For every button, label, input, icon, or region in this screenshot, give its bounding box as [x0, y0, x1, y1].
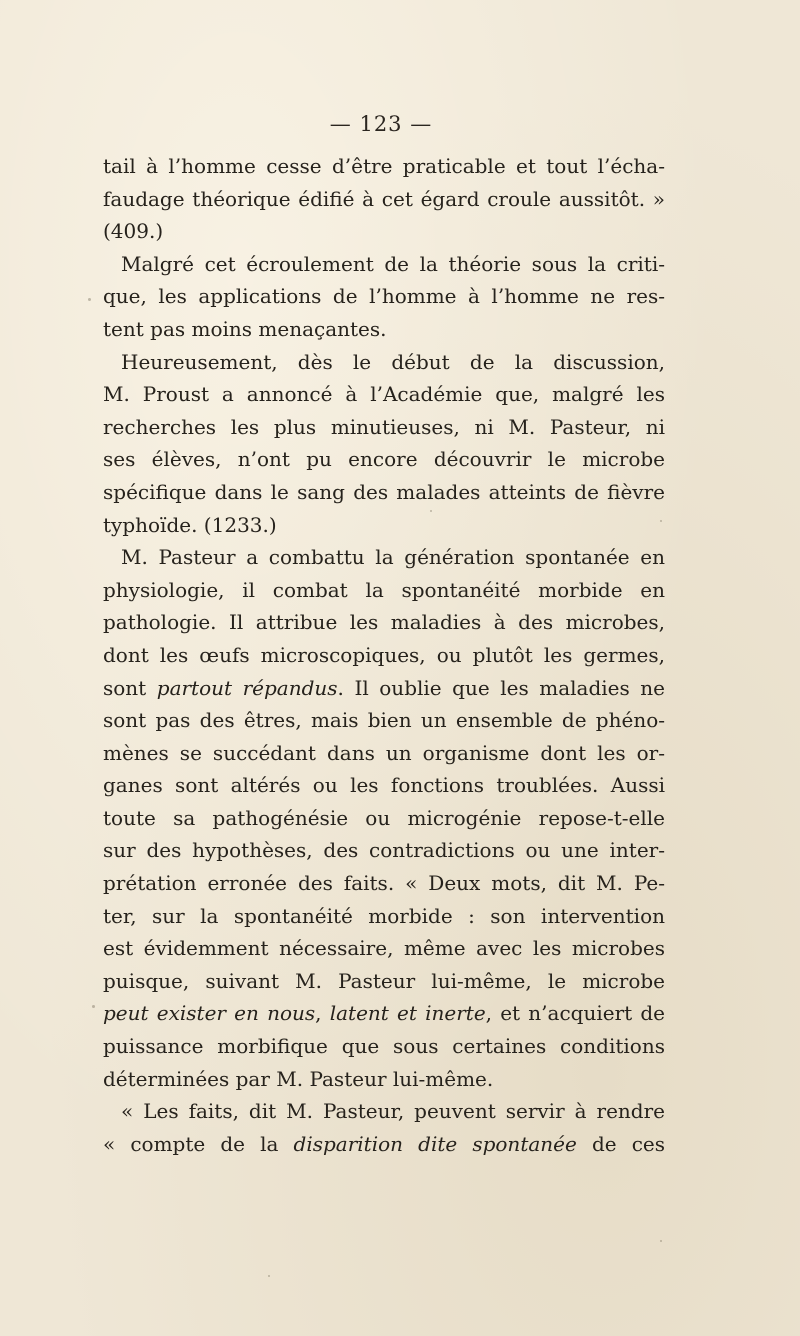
text-line	[103, 150, 665, 183]
text-line	[103, 313, 665, 346]
text-line	[103, 378, 665, 411]
text-line	[103, 606, 665, 639]
text-line	[103, 1095, 665, 1128]
text-segment: Malgré cet écroulement de la théorie sous la criti-	[121, 251, 665, 276]
text-segment: recherches les plus minutieuses, ni M. Pasteur, ni	[103, 414, 665, 439]
text-segment: mènes se succédant dans un organisme dont les or-	[103, 740, 665, 765]
text-segment: « compte de la	[103, 1131, 294, 1156]
text-segment: prétation erronée des faits. « Deux mots, dit M. Pe-	[103, 871, 665, 896]
text-line	[103, 997, 665, 1030]
paper-speck	[88, 298, 91, 301]
text-line	[103, 900, 665, 933]
text-segment: sont	[103, 675, 157, 700]
text-line	[103, 183, 665, 216]
text-segment: (409.)	[103, 219, 164, 244]
text-line	[103, 476, 665, 509]
text-line	[103, 509, 665, 542]
text-line	[103, 672, 665, 705]
text-segment: , et n’acquiert de	[485, 1001, 666, 1026]
text-line	[103, 704, 665, 737]
text-line	[103, 965, 665, 998]
text-line	[103, 1030, 665, 1063]
text-line	[103, 346, 665, 379]
text-line	[103, 932, 665, 965]
text-segment: physiologie, il combat la spontanéité morbide en	[103, 577, 665, 602]
text-segment: tent pas moins menaçantes.	[103, 316, 387, 341]
paper-speck	[660, 520, 662, 522]
paper-speck	[92, 1005, 95, 1008]
text-line	[103, 1063, 665, 1096]
text-line	[103, 248, 665, 281]
text-segment: puisque, suivant M. Pasteur lui-même, le microbe	[103, 968, 665, 993]
italic-phrase: disparition dite spontanée	[293, 1131, 577, 1156]
text-segment: sont pas des êtres, mais bien un ensemble de phéno-	[103, 708, 665, 733]
text-segment: toute sa pathogénésie ou microgénie repose-t-elle	[103, 805, 665, 830]
text-line	[103, 867, 665, 900]
text-line	[103, 443, 665, 476]
text-segment: M. Proust a annoncé à l’Académie que, malgré les	[103, 382, 665, 407]
italic-phrase: peut exister en nous	[103, 1001, 316, 1026]
text-line	[103, 802, 665, 835]
text-line	[103, 1128, 665, 1161]
text-segment: que, les applications de l’homme à l’homme ne res-	[103, 284, 665, 309]
text-line	[103, 737, 665, 770]
paper-speck	[430, 510, 432, 512]
text-line	[103, 639, 665, 672]
text-segment: Heureusement, dès le début de la discussion,	[121, 349, 665, 374]
text-line	[103, 541, 665, 574]
text-segment: est évidemment nécessaire, même avec les microbes	[103, 936, 665, 961]
text-segment: sur des hypothèses, des contradictions ou une inter-	[103, 838, 665, 863]
text-segment: ter, sur la spontanéité morbide : son intervention	[103, 903, 665, 928]
text-segment: tail à l’homme cesse d’être praticable et tout l’écha-	[103, 154, 665, 178]
body-text	[103, 150, 665, 1160]
paper-speck	[268, 1275, 270, 1277]
text-line	[103, 411, 665, 444]
text-line	[103, 769, 665, 802]
text-segment: M. Pasteur a combattu la génération spontanée en	[121, 545, 665, 570]
text-line	[103, 280, 665, 313]
text-segment: typhoïde. (1233.)	[103, 512, 277, 537]
text-segment: . Il oublie que les maladies ne	[337, 675, 665, 700]
text-segment: déterminées par M. Pasteur lui-même.	[103, 1066, 494, 1091]
text-segment: « Les faits, dit M. Pasteur, peuvent servir à rendre	[121, 1099, 665, 1124]
text-line	[103, 574, 665, 607]
text-segment: ganes sont altérés ou les fonctions troublées. Aussi	[103, 773, 665, 798]
text-segment: pathologie. Il attribue les maladies à des microbes,	[103, 610, 665, 635]
text-line	[103, 834, 665, 867]
italic-phrase: partout répandus	[156, 675, 338, 700]
page-number: — 123 —	[329, 112, 433, 136]
paper-speck	[660, 1240, 662, 1242]
text-segment: de ces	[576, 1131, 666, 1156]
text-line	[103, 215, 665, 248]
text-segment: dont les œufs microscopiques, ou plutôt les germes,	[103, 642, 665, 667]
text-segment: spécifique dans le sang des malades atteints de fièvre	[103, 479, 665, 504]
text-segment: faudage théorique édifié à cet égard croule aussitôt. »	[103, 186, 665, 211]
text-segment: puissance morbifique que sous certaines conditions	[103, 1034, 665, 1059]
italic-phrase: latent et inerte	[329, 1001, 486, 1026]
text-segment: ses élèves, n’ont pu encore découvrir le microbe	[103, 447, 665, 472]
text-segment: ,	[315, 1001, 330, 1026]
